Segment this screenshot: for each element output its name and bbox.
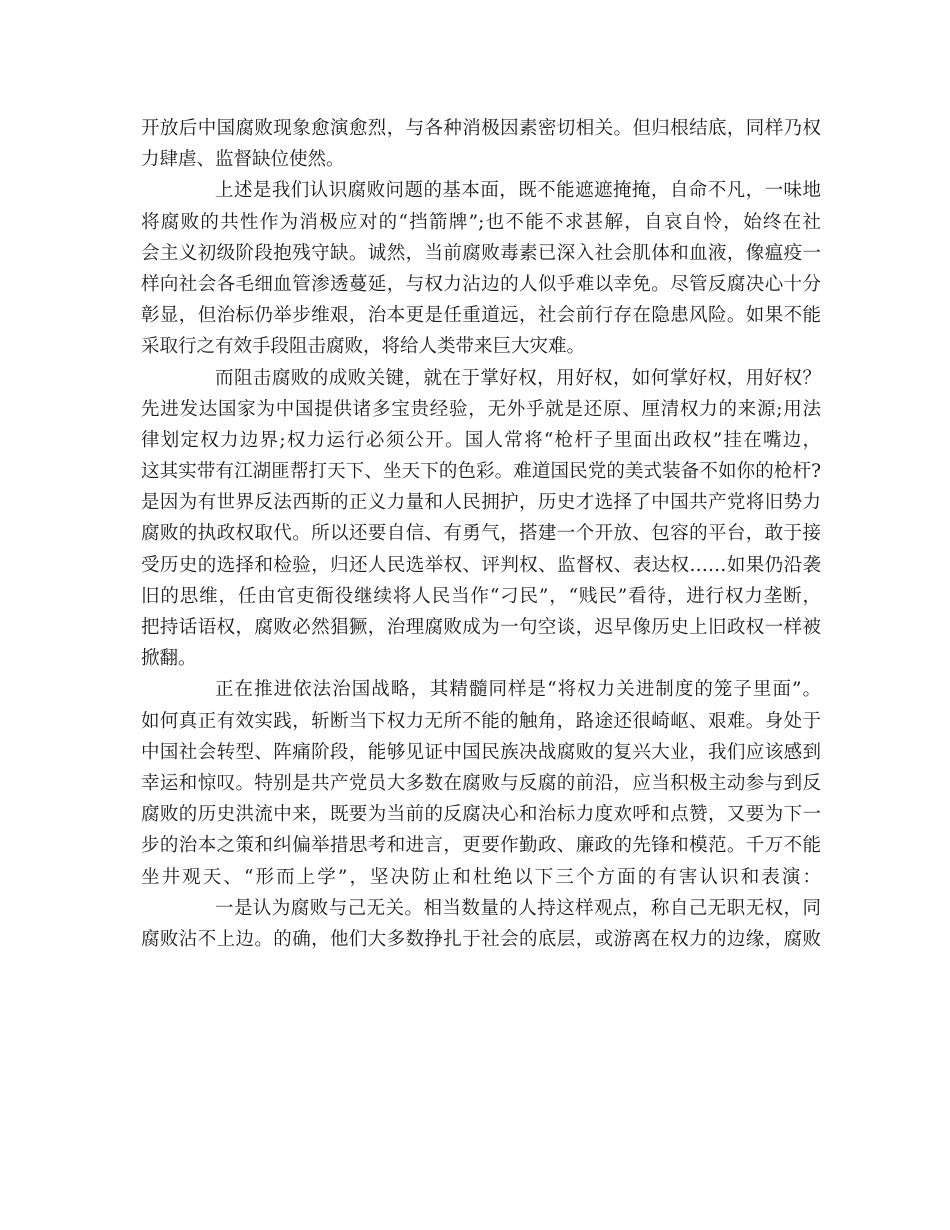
text-line: 一是认为腐败与己无关。相当数量的人持这样观点，称自己无职无权，同: [215, 897, 821, 919]
text-line: 腐败沾不上边。的确，他们大多数挣扎于社会的底层，或游离在权力的边缘，腐败: [141, 928, 821, 950]
text-line: 先进发达国家为中国提供诸多宝贵经验，无外乎就是还原、厘清权力的来源;用法: [141, 398, 821, 420]
text-line: 而阻击腐败的成败关键，就在于掌好权，用好权，如何掌好权，用好权？: [215, 367, 821, 389]
text-line: 步的治本之策和纠偏举措思考和进言，更要作勤政、廉政的先锋和模范。千万不能: [141, 835, 821, 857]
text-line: 这其实带有江湖匪帮打天下、坐天下的色彩。难道国民党的美式装备不如你的枪杆?: [141, 461, 821, 483]
text-line: 旧的思维，任由官吏衙役继续将人民当作“刁民”，“贱民”看待，进行权力垄断，: [141, 585, 821, 607]
text-line: 力肆虐、监督缺位使然。: [141, 149, 345, 171]
document-body: [141, 113, 821, 955]
text-line: 是因为有世界反法西斯的正义力量和人民拥护，历史才选择了中国共产党将旧势力: [141, 492, 821, 514]
text-line: 受历史的选择和检验，归还人民选举权、评判权、监督权、表达权……如果仍沿袭: [141, 554, 821, 576]
text-line: 坐井观天、“形而上学”，坚决防止和杜绝以下三个方面的有害认识和表演：: [141, 866, 821, 888]
text-line: 如何真正有效实践，斩断当下权力无所不能的触角，路途还很崎岖、艰难。身处于: [141, 710, 821, 732]
text-line: 把持话语权，腐败必然猖獗，治理腐败成为一句空谈，迟早像历史上旧政权一样被: [141, 617, 821, 638]
text-line: 正在推进依法治国战略，其精髓同样是“将权力关进制度的笼子里面”。: [215, 679, 821, 701]
text-line: 上述是我们认识腐败问题的基本面，既不能遮遮掩掩，自命不凡，一味地: [215, 180, 821, 202]
text-line: 彰显，但治标仍举步维艰，治本更是任重道远，社会前行存在隐患风险。如果不能: [141, 305, 821, 327]
text-line: 将腐败的共性作为消极应对的“挡箭牌”;也不能不求甚解，自哀自怜，始终在社: [141, 211, 821, 233]
text-line: 会主义初级阶段抱残守缺。诚然，当前腐败毒素已深入社会肌体和血液，像瘟疫一: [141, 242, 821, 264]
text-line: 腐败的历史洪流中来，既要为当前的反腐决心和治标力度欢呼和点赞，又要为下一: [141, 804, 821, 826]
text-line: 掀翻。: [141, 648, 197, 670]
text-line: 样向社会各毛细血管渗透蔓延，与权力沾边的人似乎难以幸免。尽管反腐决心十分: [141, 273, 821, 295]
text-line: 幸运和惊叹。特别是共产党员大多数在腐败与反腐的前沿，应当积极主动参与到反: [141, 772, 821, 794]
text-line: 腐败的执政权取代。所以还要自信、有勇气，搭建一个开放、包容的平台，敢于接: [141, 523, 821, 545]
text-line: 中国社会转型、阵痛阶段，能够见证中国民族决战腐败的复兴大业，我们应该感到: [141, 741, 821, 763]
text-line: 律划定权力边界;权力运行必须公开。国人常将“枪杆子里面出政权”挂在嘴边，: [141, 429, 821, 451]
text-line: 开放后中国腐败现象愈演愈烈，与各种消极因素密切相关。但归根结底，同样乃权: [141, 118, 821, 139]
text-line: 采取行之有效手段阻击腐败，将给人类带来巨大灾难。: [141, 336, 586, 358]
